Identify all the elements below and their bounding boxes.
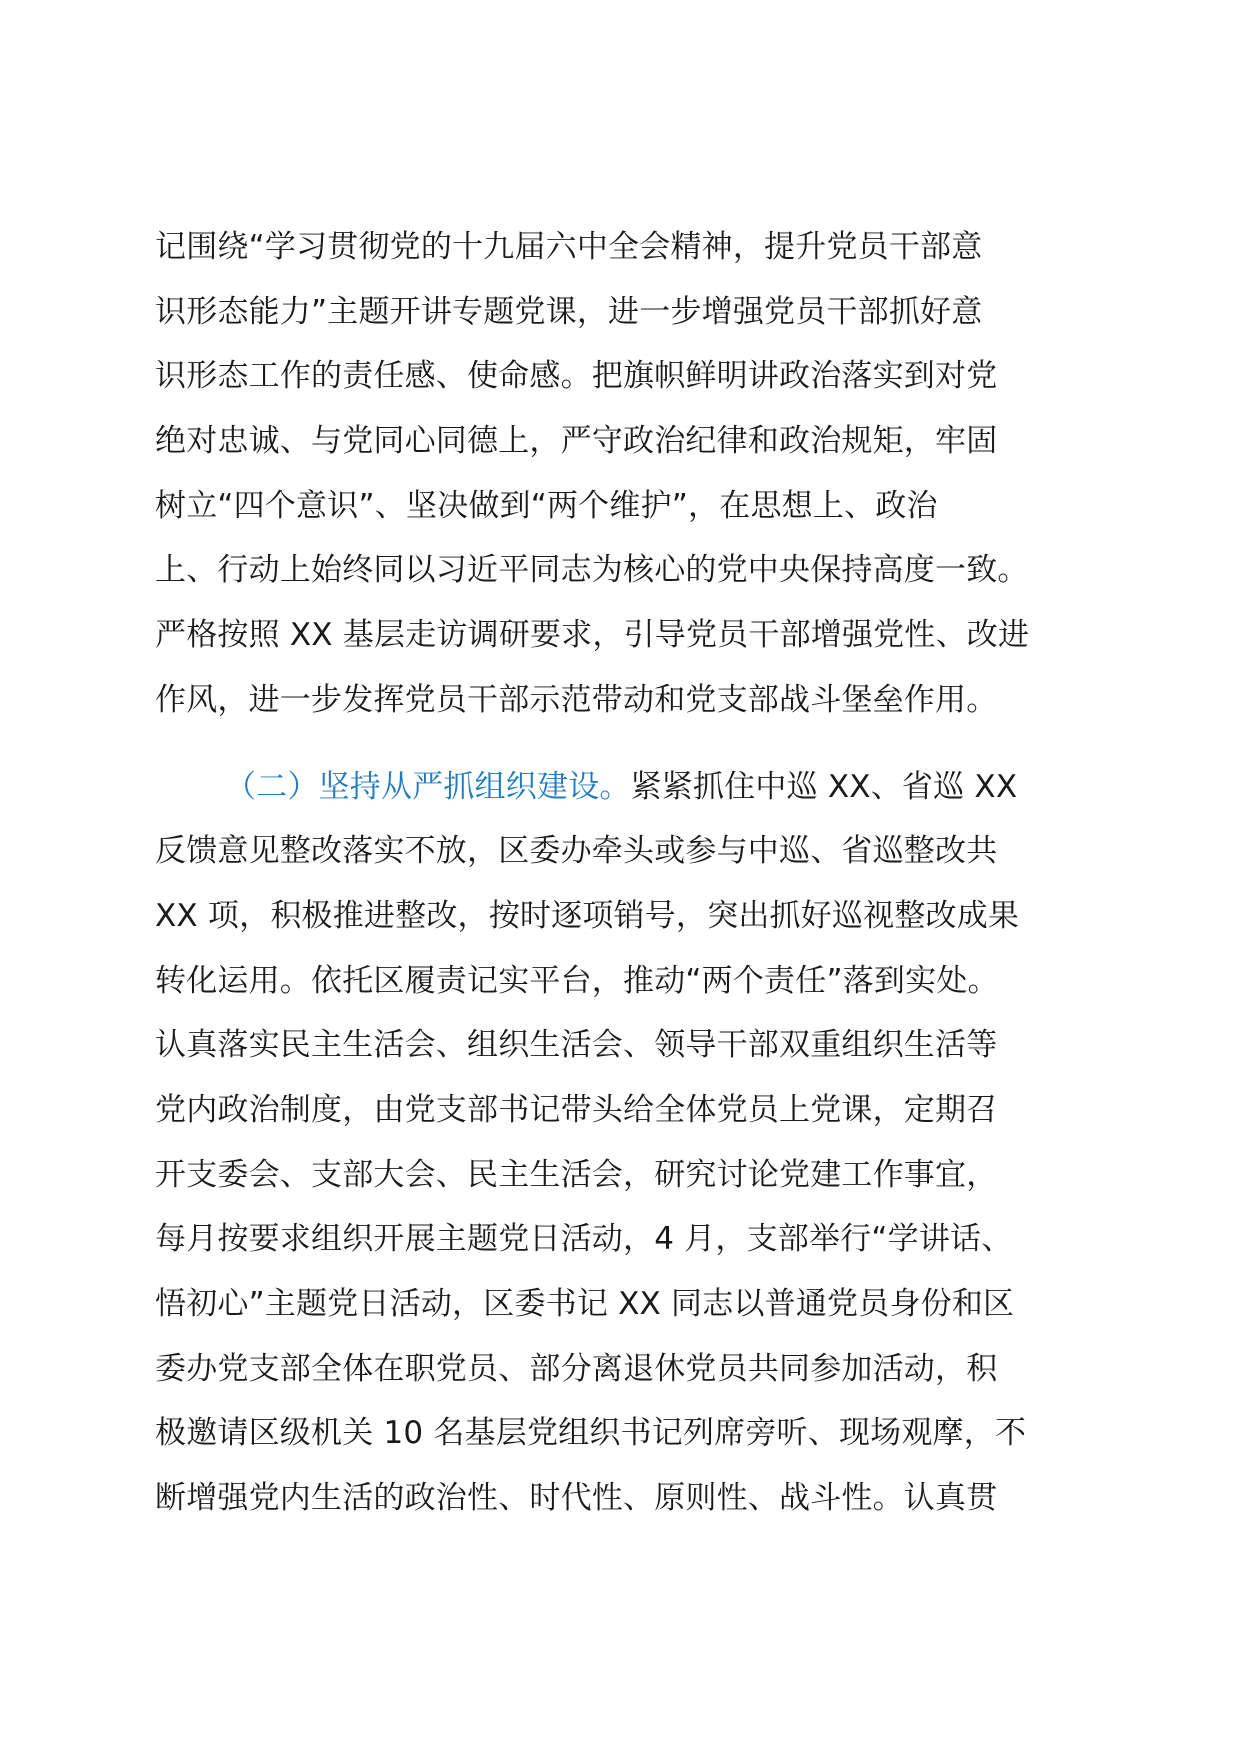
paragraph-1-line: 识形态工作的责任感、使命感。把旗帜鲜明讲政治落实到对党 <box>155 358 998 395</box>
paragraph-1-line: 严格按照 XX 基层走访调研要求，引导党员干部增强党性、改进 <box>155 617 1030 654</box>
paragraph-2-line: 认真落实民主生活会、组织生活会、领导干部双重组织生活等 <box>155 1027 998 1064</box>
paragraph-2-first-line-text: 紧紧抓住中巡 XX、省巡 XX <box>630 768 1018 805</box>
paragraph-2 <box>155 755 1095 1531</box>
paragraph-1-line: 识形态能力”主题开讲专题党课，进一步增强党员干部抓好意 <box>155 293 983 330</box>
paragraph-spacer <box>155 733 1095 755</box>
paragraph-2-line: 转化运用。依托区履责记实平台，推动“两个责任”落到实处。 <box>155 962 999 999</box>
paragraph-1 <box>155 215 1095 733</box>
paragraph-1-line: 树立“四个意识”、坚决做到“两个维护”，在思想上、政治 <box>155 487 938 524</box>
paragraph-2-line: 党内政治制度，由党支部书记带头给全体党员上党课，定期召 <box>155 1091 998 1128</box>
paragraph-2-line: 反馈意见整改落实不放，区委办牵头或参与中巡、省巡整改共 <box>155 833 998 870</box>
section-heading: （二）坚持从严抓组织建设。 <box>225 768 631 805</box>
paragraph-1-line: 记围绕“学习贯彻党的十九届六中全会精神，提升党员干部意 <box>155 229 983 265</box>
paragraph-2-line: 委办党支部全体在职党员、部分离退休党员共同参加活动，积 <box>155 1350 998 1387</box>
paragraph-1-line: 上、行动上始终同以习近平同志为核心的党中央保持高度一致。 <box>155 552 1029 589</box>
paragraph-1-line: 绝对忠诚、与党同心同德上，严守政治纪律和政治规矩，牢固 <box>155 423 998 460</box>
paragraph-2-line: 断增强党内生活的政治性、时代性、原则性、战斗性。认真贯 <box>155 1480 998 1517</box>
paragraph-2-first-line <box>155 755 1095 820</box>
paragraph-2-line: 悟初心”主题党日活动，区委书记 XX 同志以普通党员身份和区 <box>155 1286 1015 1322</box>
document-body <box>155 215 1095 1531</box>
paragraph-2-line: XX 项，积极推进整改，按时逐项销号，突出抓好巡视整改成果 <box>155 897 1020 934</box>
paragraph-2-line: 开支委会、支部大会、民主生活会，研究讨论党建工作事宜， <box>155 1156 998 1193</box>
paragraph-1-line: 作风，进一步发挥党员干部示范带动和党支部战斗堡垒作用。 <box>155 681 998 718</box>
paragraph-2-line: 极邀请区级机关 10 名基层党组织书记列席旁听、现场观摩，不 <box>155 1415 1027 1452</box>
paragraph-2-line: 每月按要求组织开展主题党日活动，4 月，支部举行“学讲话、 <box>155 1221 1013 1258</box>
